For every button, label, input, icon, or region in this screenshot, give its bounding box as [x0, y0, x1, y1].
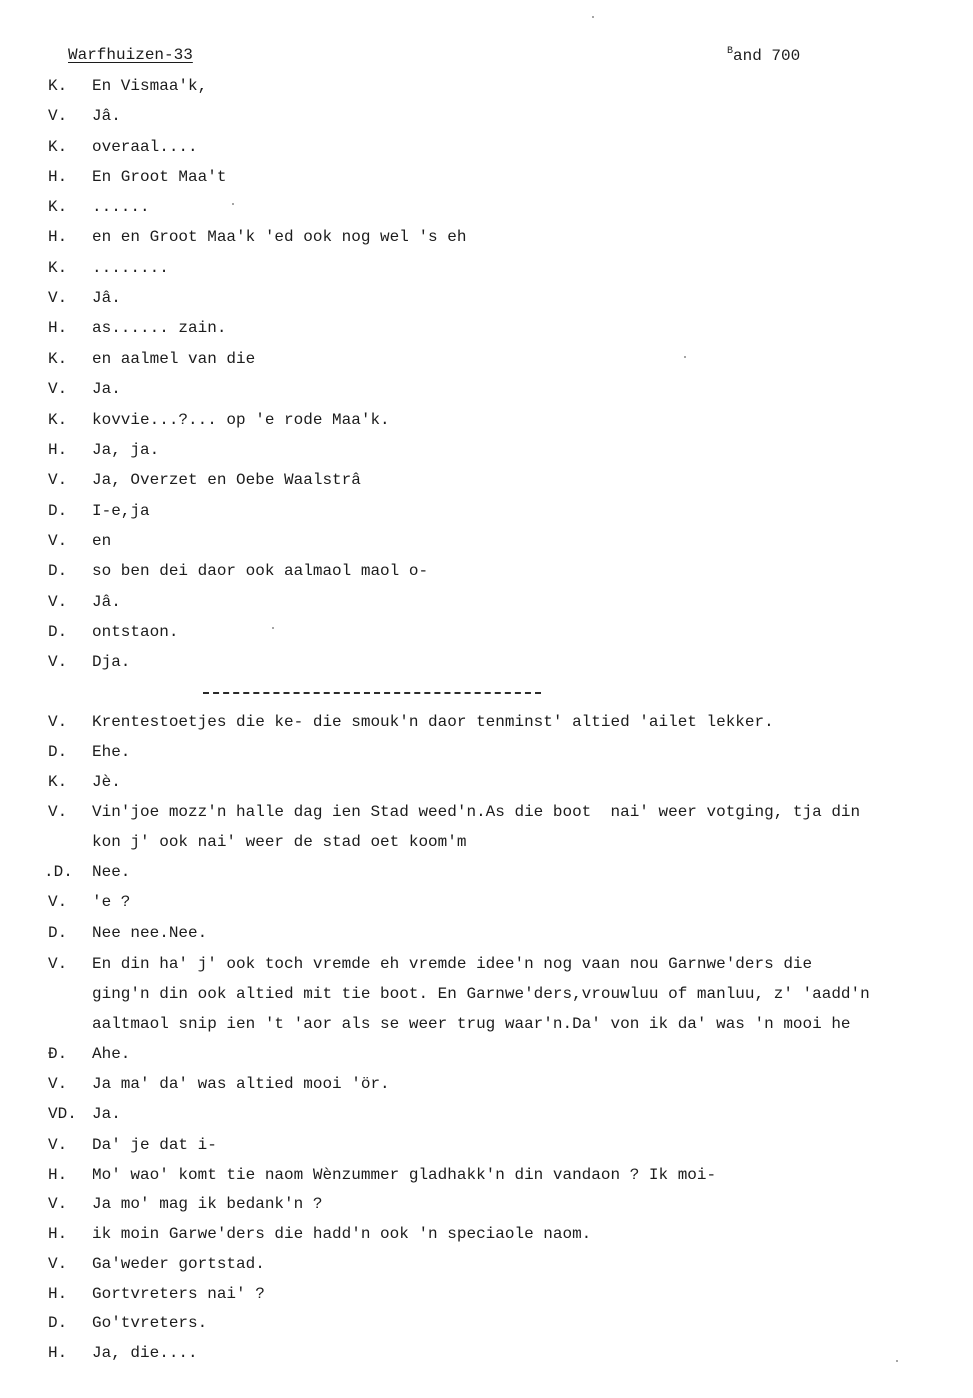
- speaker-label: V.: [48, 713, 68, 731]
- band-mark: B: [727, 46, 734, 57]
- utterance-text: ging'n din ook altied mit tie boot. En Garnwe'ders,vrouwluu of manluu, z' 'aadd'n: [92, 985, 870, 1003]
- transcript-line: [0, 562, 973, 582]
- transcript-line: [0, 1195, 973, 1215]
- transcript-line: [0, 138, 973, 158]
- speaker-label: V.: [48, 107, 68, 125]
- speaker-label: V.: [48, 1195, 68, 1213]
- speaker-label: H.: [48, 168, 68, 186]
- utterance-text: aaltmaol snip ien 't 'aor als se weer trug waar'n.Da' von ik da' was 'n mooi he: [92, 1015, 851, 1033]
- speaker-label: K.: [48, 198, 68, 216]
- transcript-line: [0, 198, 973, 218]
- speaker-label: VD.: [48, 1105, 77, 1123]
- transcript-line: [0, 471, 973, 491]
- speaker-label: D.: [48, 502, 68, 520]
- transcript-line: [0, 259, 973, 279]
- utterance-text: Gortvreters nai' ?: [92, 1285, 265, 1303]
- utterance-text: kon j' ook nai' weer de stad oet koom'm: [92, 833, 467, 851]
- speaker-label: V.: [48, 1255, 68, 1273]
- transcript-line: [0, 1015, 973, 1035]
- transcript-line: [0, 319, 973, 339]
- transcript-line: [0, 168, 973, 188]
- utterance-text: Jâ.: [92, 289, 121, 307]
- transcript-line: [0, 289, 973, 309]
- transcript-line: [0, 411, 973, 431]
- speaker-label: V.: [48, 1136, 68, 1154]
- transcript-line: [0, 773, 973, 793]
- speaker-label: H.: [48, 228, 68, 246]
- transcript-line: [0, 1225, 973, 1245]
- speaker-label: K.: [48, 350, 68, 368]
- utterance-text: Nee.: [92, 863, 131, 881]
- utterance-text: en aalmel van die: [92, 350, 256, 368]
- utterance-text: Ja, die....: [92, 1344, 198, 1362]
- utterance-text: as...... zain.: [92, 319, 227, 337]
- utterance-text: Ja.: [92, 1105, 121, 1123]
- utterance-text: Ja mo' mag ik bedank'n ?: [92, 1195, 323, 1213]
- utterance-text: Dja.: [92, 653, 131, 671]
- scan-speck: [592, 16, 594, 18]
- utterance-text: Ahe.: [92, 1045, 131, 1063]
- speaker-label: V.: [48, 653, 68, 671]
- speaker-label: H.: [48, 1225, 68, 1243]
- section-separator: [203, 692, 541, 694]
- transcript-line: [0, 863, 973, 883]
- utterance-text: Da' je dat i-: [92, 1136, 217, 1154]
- speaker-label: V.: [48, 803, 68, 821]
- transcript-line: [0, 893, 973, 913]
- utterance-text: Vin'joe mozz'n halle dag ien Stad weed'n.As die boot nai' weer votging, tja din: [92, 803, 861, 821]
- utterance-text: Jâ.: [92, 107, 121, 125]
- scan-speck: [272, 627, 274, 629]
- transcript-line: [0, 107, 973, 127]
- transcript-line: [0, 955, 973, 975]
- transcript-line: [0, 441, 973, 461]
- speaker-label: .D.: [44, 863, 73, 881]
- speaker-label: D.: [48, 743, 68, 761]
- speaker-label: H.: [48, 319, 68, 337]
- transcript-line: [0, 653, 973, 673]
- transcript-line: [0, 803, 973, 823]
- utterance-text: Ehe.: [92, 743, 131, 761]
- utterance-text: En Vismaa'k,: [92, 77, 208, 95]
- speaker-label: K.: [48, 259, 68, 277]
- transcript-line: [0, 350, 973, 370]
- speaker-label: V.: [48, 289, 68, 307]
- utterance-text: ......: [92, 198, 150, 216]
- utterance-text: En din ha' j' ook toch vremde eh vremde idee'n nog vaan nou Garnwe'ders die: [92, 955, 813, 973]
- transcript-line: [0, 77, 973, 97]
- utterance-text: so ben dei daor ook aalmaol maol o-: [92, 562, 429, 580]
- speaker-label: H.: [48, 1344, 68, 1362]
- utterance-text: ik moin Garwe'ders die hadd'n ook 'n speciaole naom.: [92, 1225, 592, 1243]
- transcript-line: [0, 623, 973, 643]
- utterance-text: overaal....: [92, 138, 198, 156]
- speaker-label: V.: [48, 471, 68, 489]
- scan-speck: [684, 356, 686, 358]
- transcript-line: [0, 833, 973, 853]
- utterance-text: Ja ma' da' was altied mooi 'ör.: [92, 1075, 390, 1093]
- speaker-label: K.: [48, 77, 68, 95]
- utterance-text: kovvie...?... op 'e rode Maa'k.: [92, 411, 390, 429]
- speaker-label: V.: [48, 593, 68, 611]
- transcript-line: [0, 1314, 973, 1334]
- transcript-line: [0, 1105, 973, 1125]
- speaker-label: V.: [48, 955, 68, 973]
- scan-speck: [232, 203, 234, 205]
- utterance-text: en: [92, 532, 112, 550]
- speaker-label: D.: [48, 1314, 68, 1332]
- speaker-label: V.: [48, 532, 68, 550]
- utterance-text: Ja, Overzet en Oebe Waalstrâ: [92, 471, 361, 489]
- transcript-line: [0, 1285, 973, 1305]
- transcript-line: [0, 924, 973, 944]
- transcript-line: [0, 713, 973, 733]
- transcript-line: [0, 380, 973, 400]
- utterance-text: Jè.: [92, 773, 121, 791]
- utterance-text: Ja.: [92, 380, 121, 398]
- speaker-label: D.: [48, 623, 68, 641]
- speaker-label: D.: [48, 924, 68, 942]
- scan-speck: [896, 1360, 898, 1362]
- transcript-line: [0, 1045, 973, 1065]
- utterance-text: Jâ.: [92, 593, 121, 611]
- transcript-line: [0, 1166, 973, 1186]
- speaker-label: Đ.: [48, 1045, 68, 1063]
- utterance-text: ontstaon.: [92, 623, 179, 641]
- document-title: Warfhuizen-33: [68, 46, 193, 64]
- utterance-text: Krentestoetjes die ke- die smouk'n daor tenminst' altied 'ailet lekker.: [92, 713, 774, 731]
- utterance-text: 'e ?: [92, 893, 131, 911]
- utterance-text: Nee nee.Nee.: [92, 924, 208, 942]
- transcript-line: [0, 502, 973, 522]
- utterance-text: I-e,ja: [92, 502, 150, 520]
- utterance-text: en en Groot Maa'k 'ed ook nog wel 's eh: [92, 228, 467, 246]
- utterance-text: Ja, ja.: [92, 441, 160, 459]
- speaker-label: K.: [48, 138, 68, 156]
- speaker-label: V.: [48, 380, 68, 398]
- utterance-text: ........: [92, 259, 169, 277]
- band-text: and 700: [733, 47, 801, 65]
- transcript-line: [0, 1255, 973, 1275]
- utterance-text: En Groot Maa't: [92, 168, 227, 186]
- transcript-line: [0, 1344, 973, 1364]
- transcript-line: [0, 743, 973, 763]
- speaker-label: H.: [48, 1285, 68, 1303]
- speaker-label: H.: [48, 1166, 68, 1184]
- transcript-line: [0, 985, 973, 1005]
- speaker-label: H.: [48, 441, 68, 459]
- transcript-line: [0, 228, 973, 248]
- speaker-label: K.: [48, 773, 68, 791]
- speaker-label: K.: [48, 411, 68, 429]
- speaker-label: D.: [48, 562, 68, 580]
- transcript-line: [0, 1075, 973, 1095]
- utterance-text: Ga'weder gortstad.: [92, 1255, 265, 1273]
- utterance-text: Go'tvreters.: [92, 1314, 208, 1332]
- utterance-text: Mo' wao' komt tie naom Wènzummer gladhakk'n din vandaon ? Ik moi-: [92, 1166, 717, 1184]
- transcript-line: [0, 1136, 973, 1156]
- transcript-line: [0, 593, 973, 613]
- transcript-line: [0, 532, 973, 552]
- speaker-label: V.: [48, 893, 68, 911]
- speaker-label: V.: [48, 1075, 68, 1093]
